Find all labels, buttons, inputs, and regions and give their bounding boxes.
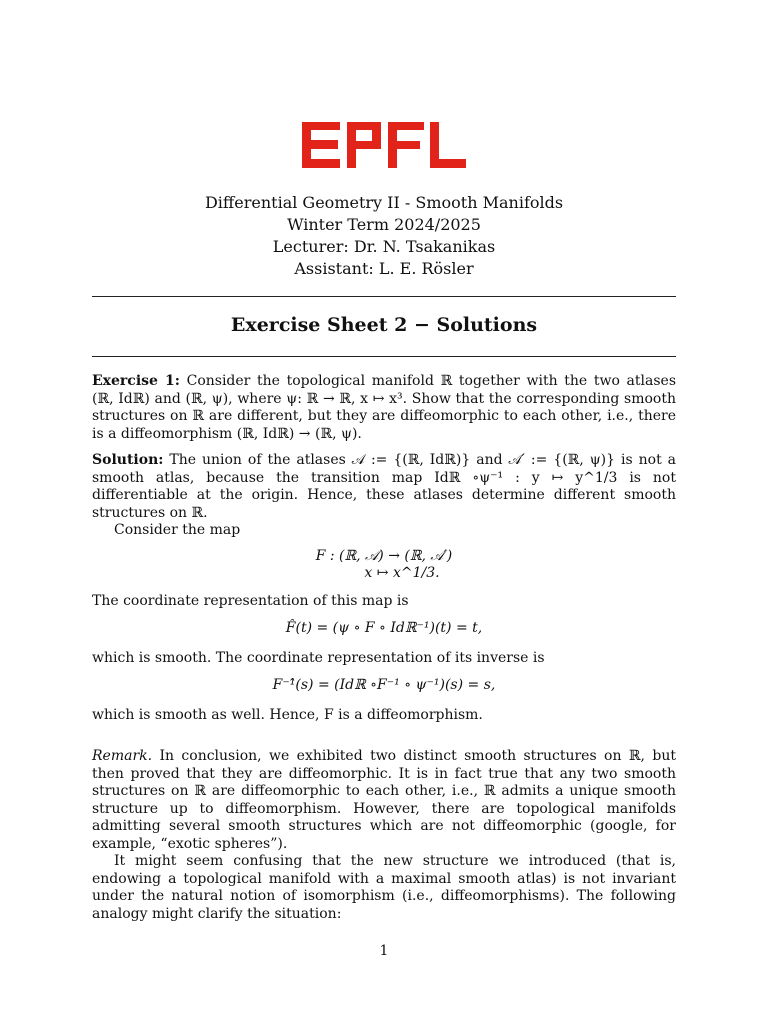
course-header <box>0 192 768 280</box>
bottom-rule <box>92 356 676 357</box>
conclusion: which is smooth as well. Hence, F is a diffeomorphism. <box>92 706 483 723</box>
top-rule <box>92 296 676 297</box>
inverse-intro: which is smooth. The coordinate representation of its inverse is <box>92 649 545 666</box>
exercise-1 <box>92 373 676 443</box>
solution-text: The union of the atlases 𝒜 := {(ℝ, Idℝ)} and 𝒜′ := {(ℝ, ψ)} is not a smooth atlas, because the transition map Idℝ ∘ψ⁻¹ : y ↦ y^1/3 is not differentiable at the origin. Hence, these atlases determine different smooth structures on ℝ. <box>92 452 677 521</box>
term: Winter Term 2024/2025 <box>287 215 481 234</box>
remark-paragraph <box>92 748 676 853</box>
remark-label: Remark. <box>92 748 153 764</box>
coord-intro: The coordinate representation of this map is <box>92 592 409 609</box>
epfl-logo <box>302 122 466 168</box>
document-body <box>92 373 676 923</box>
page-number: 1 <box>379 943 389 959</box>
map-definition: F : (ℝ, 𝒜) → (ℝ, 𝒜′) <box>315 547 453 564</box>
solution-label: Solution: <box>92 452 164 468</box>
coord-equation: F̂(t) = (ψ ∘ F ∘ Idℝ⁻¹)(t) = t, <box>285 620 483 636</box>
remark-continued: It might seem confusing that the new structure we introduced (that is, endowing a topological manifold with a maximal smooth atlas) is not invariant under the natural notion of isomorphism (i.e., diffeomorphisms). The following analogy might clarify the situation: <box>92 853 676 922</box>
sheet-title: Exercise Sheet 2 − Solutions <box>230 314 538 336</box>
exercise-label: Exercise 1: <box>92 373 180 389</box>
remark-text: In conclusion, we exhibited two distinct smooth structures on ℝ, but then proved that they are diffeomorphic. It is in fact true that any two smooth structures on ℝ are diffeomorphic to each other, i.e., ℝ admits a unique smooth structure up to diffeomorphism. However, there are topological manifolds admitting several smooth structures which are not diffeomorphic (google, for example, “exotic spheres”). <box>92 748 676 852</box>
solution-paragraph <box>92 452 676 522</box>
exercise-text: Consider the topological manifold ℝ together with the two atlases (ℝ, Idℝ) and (ℝ, ψ), where ψ: ℝ → ℝ, x ↦ x³. Show that the corresponding smooth structures on ℝ are different, but they are diffeomorphic to each other, i.e., there is a diffeomorphism (ℝ, Idℝ) → (ℝ, ψ). <box>92 373 677 442</box>
lecturer: Lecturer: Dr. N. Tsakanikas <box>272 237 496 256</box>
consider-map: Consider the map <box>114 522 241 538</box>
inverse-equation: F⁻¹̂(s) = (Idℝ ∘F⁻¹ ∘ ψ⁻¹)(s) = s, <box>272 677 496 693</box>
course-name: Differential Geometry II - Smooth Manifolds <box>204 193 564 212</box>
assistant: Assistant: L. E. Rösler <box>294 259 474 278</box>
map-rule: x ↦ x^1/3. <box>364 565 440 581</box>
